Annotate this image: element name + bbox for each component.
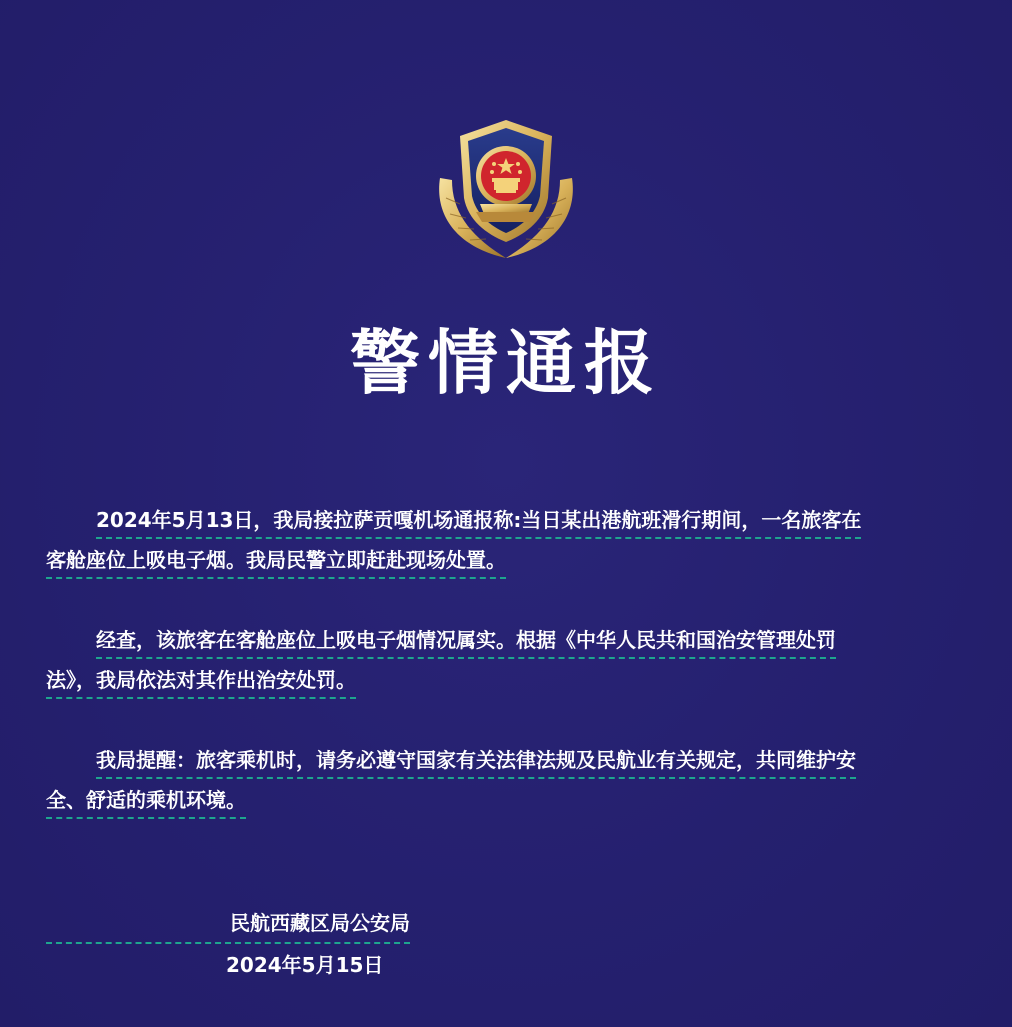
paragraph-line: 法》，我局依法对其作出治安处罚。 bbox=[46, 665, 356, 699]
signature-organization: 民航西藏区局公安局 bbox=[46, 908, 410, 944]
paragraph-investigation bbox=[46, 620, 968, 700]
signature-date: 2024年5月15日 bbox=[226, 953, 384, 977]
paragraph-line: 客舱座位上吸电子烟。我局民警立即赶赴现场处置。 bbox=[46, 545, 506, 579]
paragraph-line: 2024年5月13日，我局接拉萨贡嘎机场通报称:当日某出港航班滑行期间，一名旅客在 bbox=[96, 505, 861, 539]
paragraph-line: 全、舒适的乘机环境。 bbox=[46, 785, 246, 819]
paragraph-line: 经查，该旅客在客舱座位上吸电子烟情况属实。根据《中华人民共和国治安管理处罚 bbox=[96, 625, 836, 659]
paragraph-incident bbox=[46, 500, 968, 580]
paragraph-line: 我局提醒：旅客乘机时，请务必遵守国家有关法律法规及民航业有关规定，共同维护安 bbox=[96, 745, 856, 779]
notice-title: 警情通报 bbox=[350, 322, 662, 404]
police-badge-icon bbox=[430, 108, 582, 266]
paragraph-reminder bbox=[46, 740, 968, 820]
